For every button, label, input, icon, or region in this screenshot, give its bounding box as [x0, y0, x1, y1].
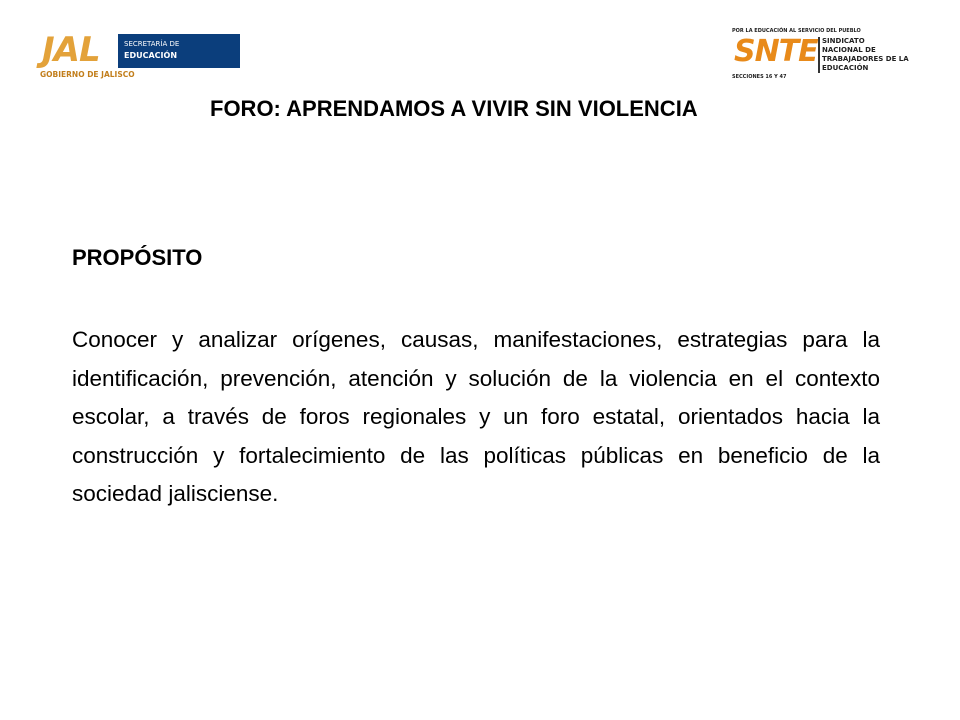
snte-wordmark: SNTE — [734, 34, 818, 69]
secretaria-label: SECRETARÍA DE — [124, 40, 180, 48]
snte-name-line: NACIONAL DE — [822, 46, 876, 54]
snte-full-name — [822, 37, 909, 73]
secretaria-educacion-box — [118, 34, 240, 68]
educacion-label: EDUCACIÓN — [124, 51, 178, 60]
snte-divider — [818, 37, 820, 73]
snte-tagline: POR LA EDUCACIÓN AL SERVICIO DEL PUEBLO — [732, 28, 861, 34]
snte-sections: SECCIONES 16 Y 47 — [732, 74, 787, 80]
gobierno-jalisco-logo — [40, 30, 202, 86]
section-heading: PROPÓSITO — [72, 245, 203, 270]
snte-name-line: TRABAJADORES DE LA — [822, 55, 909, 63]
jal-wordmark: JAL — [42, 30, 100, 70]
jal-caption: GOBIERNO DE JALISCO — [40, 70, 135, 79]
snte-name-line: EDUCACIÓN — [822, 64, 869, 72]
slide-title: FORO: APRENDAMOS A VIVIR SIN VIOLENCIA — [210, 96, 698, 121]
snte-name-line: SINDICATO — [822, 37, 865, 45]
snte-logo — [732, 28, 909, 88]
section-body: Conocer y analizar orígenes, causas, manifestaciones, estrategias para la identificación, prevención, atención y solución de la violencia en el contexto escolar, a través de foros regionales y un foro estatal, orientados hacia la construcción y fortalecimiento de las políticas públicas en beneficio de la sociedad jalisciense. — [72, 327, 880, 507]
